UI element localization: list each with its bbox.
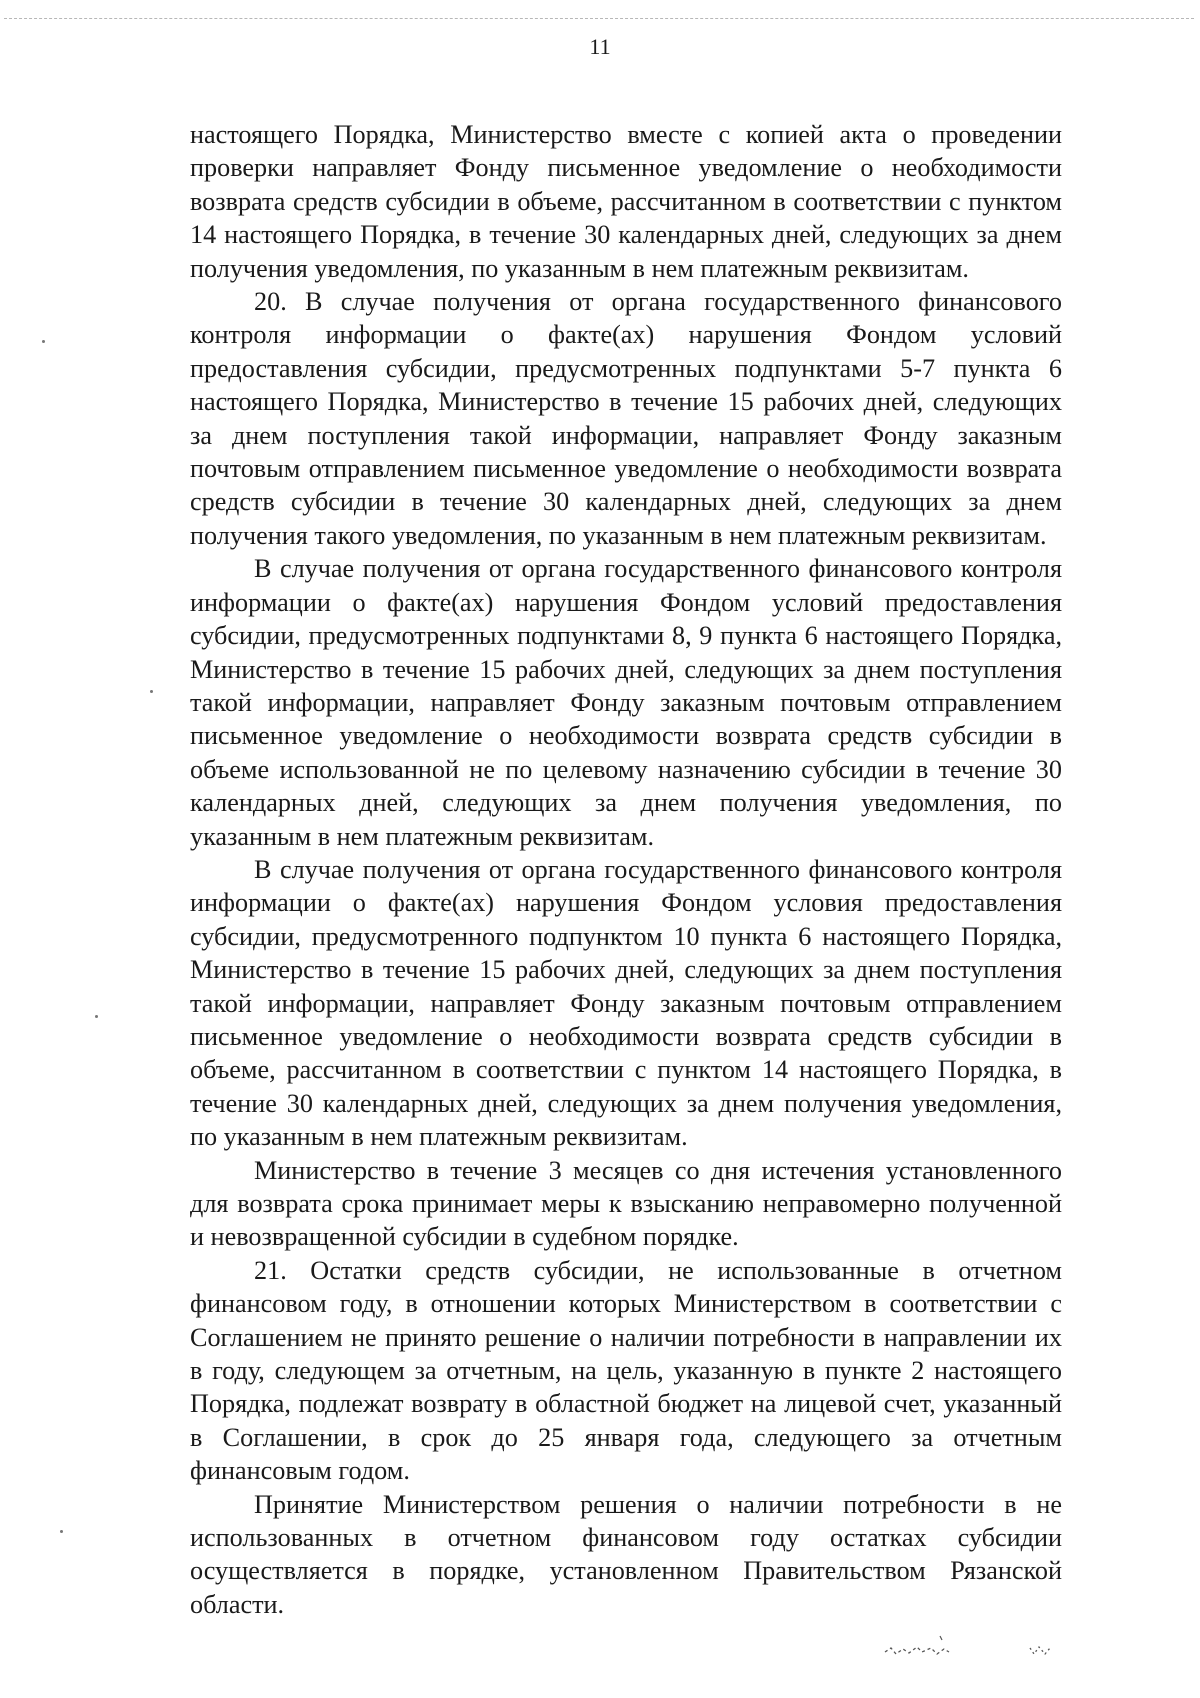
paragraph-item-21: 21. Остатки средств субсидии, не использованные в отчетном финансовом году, в отношении которых Министерством в соответствии с Соглашением не принято решение о наличии потребности в направлении их в году, следующем за отчетным, на цель, указанную в пункте 2 настоящего Порядка, подлежат возврату в областной бюджет на лицевой счет, указанный в Соглашении, в срок до 25 января года, следующего за отчетным финансовым годом. <box>190 1255 1062 1486</box>
paragraph-recovery-measures: Министерство в течение 3 месяцев со дня истечения установленного для возврата срока принимает меры к взысканию неправомерно полученной и невозвращенной субсидии в судебном порядке. <box>190 1155 1062 1252</box>
paragraph-continuation: настоящего Порядка, Министерство вместе с копией акта о проведении проверки направляет Фонду письменное уведомление о необходимости возврата средств субсидии в объеме, рассчитанном в соответствии с пунктом 14 настоящего Порядка, в течение 30 календарных дней, следующих за днем получения уведомления, по указанным в нем платежным реквизитам. <box>190 120 1062 283</box>
paragraph-item-21-part-2: Принятие Министерством решения о наличии потребности в не использованных в отчетном финансовом году остатках субсидии осуществляется в порядке, установленном Правительством Рязанской области. <box>190 1489 1062 1619</box>
page-number: 11 <box>589 34 611 59</box>
scan-top-edge <box>4 18 1194 19</box>
paragraph-item-20-part-3: В случае получения от органа государственного финансового контроля информации о факте(ах) нарушения Фондом условия предоставления субсидии, предусмотренного подпунктом 10 пункта 6 настоящего Порядка, Министерство в течение 15 рабочих дней, следующих за днем поступления такой информации, направляет Фонду заказным почтовым отправлением письменное уведомление о необходимости возврата средств субсидии в объеме, рассчитанном в соответствии с пунктом 14 настоящего Порядка, в течение 30 календарных дней, следующих за днем получения уведомления, по указанным в нем платежным реквизитам. <box>190 854 1062 1152</box>
paragraph-item-20-part-2: В случае получения от органа государственного финансового контроля информации о факте(ах) нарушения Фондом условий предоставления субсидии, предусмотренных подпунктами 8, 9 пункта 6 настоящего Порядка, Министерство в течение 15 рабочих дней, следующих за днем поступления такой информации, направляет Фонду заказным почтовым отправлением письменное уведомление о необходимости возврата средств субсидии в объеме использованной не по целевому назначению субсидии в течение 30 календарных дней, следующих за днем получения уведомления, по указанным в нем платежным реквизитам. <box>190 554 1062 851</box>
scan-speck <box>150 690 153 693</box>
scan-speck <box>60 1530 63 1533</box>
handwritten-mark-image <box>880 1634 1120 1664</box>
scan-speck <box>42 340 45 343</box>
document-body <box>190 118 1062 1621</box>
scan-speck <box>95 1015 98 1018</box>
paragraph-item-20: 20. В случае получения от органа государственного финансового контроля информации о факте(ах) нарушения Фондом условий предоставления субсидии, предусмотренных подпунктами 5-7 пункта 6 настоящего Порядка, Министерство в течение 15 рабочих дней, следующих за днем поступления такой информации, направляет Фонду заказным почтовым отправлением письменное уведомление о необходимости возврата средств субсидии в течение 30 календарных дней, следующих за днем получения такого уведомления, по указанным в нем платежным реквизитам. <box>190 287 1062 550</box>
